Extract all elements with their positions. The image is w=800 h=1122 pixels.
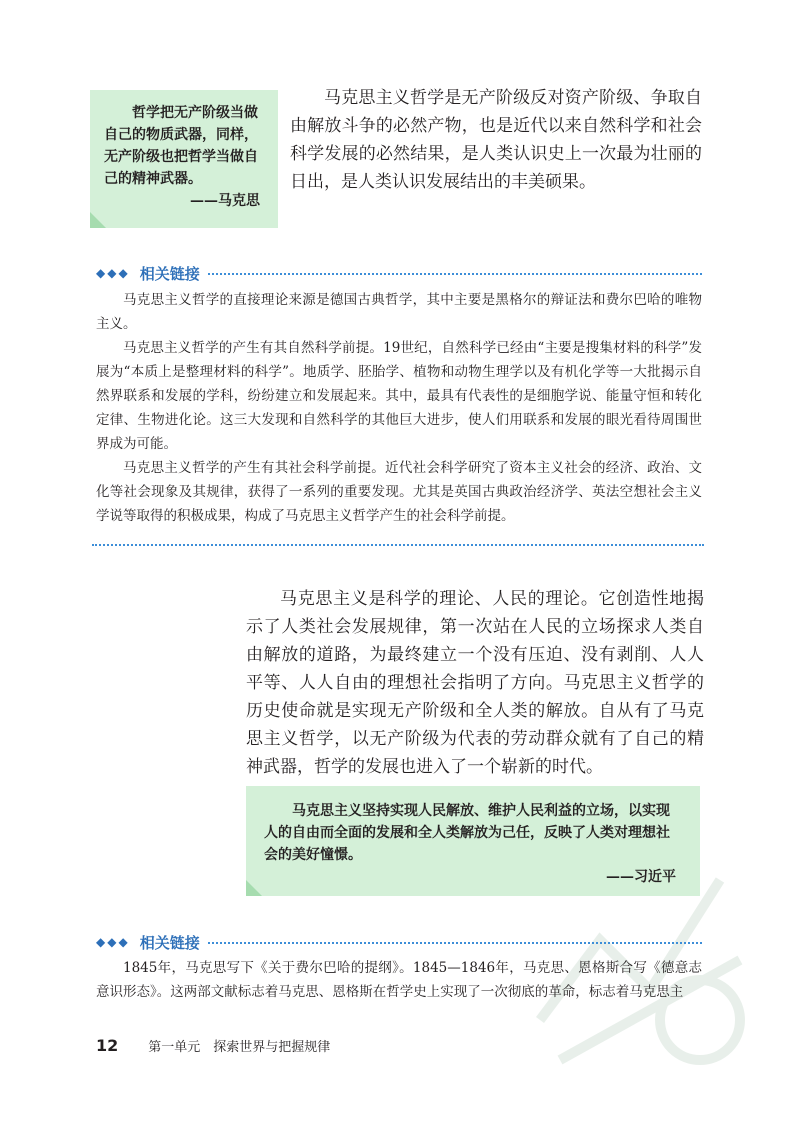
related-links-title: 相关链接 (139, 933, 200, 952)
related-links-header (96, 263, 702, 283)
dotted-rule (208, 273, 702, 275)
page-fold-corner (246, 880, 262, 896)
diamond-bullets-icon: ◆◆◆ (96, 266, 130, 280)
quote-box-xi (246, 786, 700, 896)
body-paragraph-2: 马克思主义是科学的理论、人民的理论。它创造性地揭示了人类社会发展规律，第一次站在人民的立场探求人类自由解放的道路，为最终建立一个没有压迫、没有剥削、人人平等、人人自由的理想社会指明了方向。马克思主义哲学的历史使命就是实现无产阶级和全人类的解放。自从有了马克思主义哲学，以无产阶级为代表的劳动群众就有了自己的精神武器，哲学的发展也进入了一个崭新的时代。 (246, 589, 704, 777)
quote-author: ——习近平 (606, 869, 676, 885)
link-paragraph: 马克思主义哲学的产生有其自然科学前提。19世纪，自然科学已经由“主要是搜集材料的科学”发展为“本质上是整理材料的科学”。地质学、胚胎学、植物和动物生理学以及有机化学等一大批揭示自然界联系和发展的学科，纷纷建立和发展起来。其中，最具有代表性的是细胞学说、能量守恒和转化定律、生物进化论。这三大发现和自然科学的其他巨大进步，使人们用联系和发展的眼光看待周围世界成为可能。 (96, 340, 702, 452)
related-links-body-2 (96, 956, 702, 1004)
link-paragraph: 1845年，马克思写下《关于费尔巴哈的提纲》。1845—1846年，马克思、恩格斯合写《德意志意识形态》。这两部文献标志着马克思、恩格斯在哲学史上实现了一次彻底的革命，标志着马克思主 (96, 960, 702, 1000)
quote-text: 哲学把无产阶级当做自己的物质武器，同样，无产阶级也把哲学当做自己的精神武器。 (104, 105, 258, 187)
page-fold-corner (90, 212, 106, 228)
link-paragraph: 马克思主义哲学的直接理论来源是德国古典哲学，其中主要是黑格尔的辩证法和费尔巴哈的唯物主义。 (96, 292, 702, 332)
related-links-header-2 (96, 932, 702, 952)
related-links-title: 相关链接 (139, 264, 200, 283)
page-footer (96, 1036, 330, 1055)
link-paragraph: 马克思主义哲学的产生有其社会科学前提。近代社会科学研究了资本主义社会的经济、政治、文化等社会现象及其规律，获得了一系列的重要发现。尤其是英国古典政治经济学、英法空想社会主义学说等取得的积极成果，构成了马克思主义哲学产生的社会科学前提。 (96, 460, 702, 524)
dotted-rule (208, 942, 702, 944)
unit-title: 第一单元 探索世界与把握规律 (148, 1040, 331, 1055)
section-divider (92, 544, 704, 546)
body-paragraph-1: 马克思主义哲学是无产阶级反对资产阶级、争取自由解放斗争的必然产物，也是近代以来自然科学和社会科学发展的必然结果，是人类认识史上一次最为壮丽的日出，是人类认识发展结出的丰美硕果。 (290, 88, 702, 192)
quote-author: ——马克思 (190, 193, 260, 209)
quote-text: 马克思主义坚持实现人民解放、维护人民利益的立场，以实现人的自由而全面的发展和全人类解放为己任，反映了人类对理想社会的美好憧憬。 (264, 803, 670, 863)
diamond-bullets-icon: ◆◆◆ (96, 935, 130, 949)
quote-box-marx (90, 90, 278, 228)
related-links-body (96, 288, 702, 528)
page-number: 12 (96, 1036, 119, 1055)
